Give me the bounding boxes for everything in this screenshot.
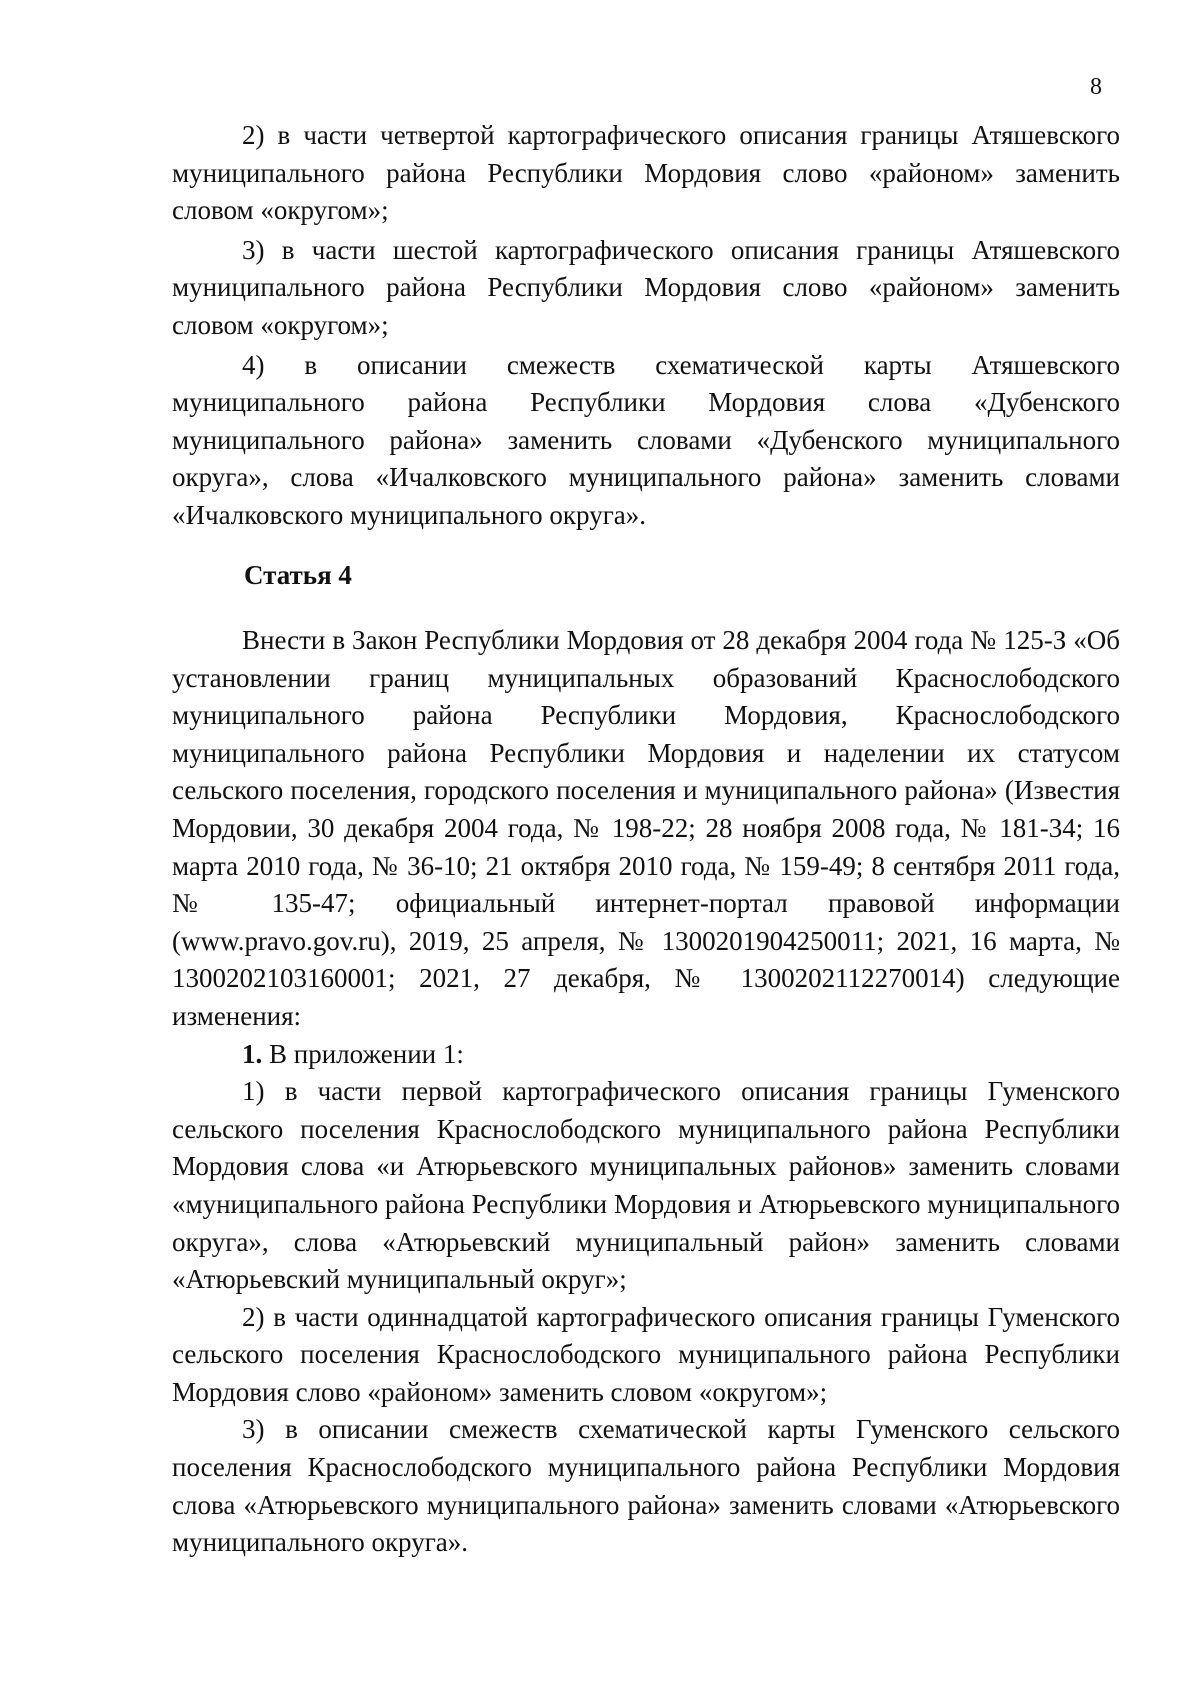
paragraph: 4) в описании смежеств схематической карты Атяшевского муниципального района Республики Мордовия слова «Дубенского муниципального района» заменить словами «Дубенского муниципального округа», слова «Ичалковского муниципального района» заменить словами «Ичалковского муниципального округа». [172,349,1120,530]
paragraph: 1) в части первой картографического описания границы Гуменского сельского поселения Краснослободского муниципального района Республики Мордовия слова «и Атюрьевского муниципальных районов» заменить словами «муниципального района Республики Мордовия и Атюрьевского муниципального округа», слова «Атюрьевский муниципальный район» заменить словами «Атюрьевский муниципальный округ»; [172,1076,1120,1295]
article-heading: Статья 4 [244,560,352,590]
item-text: В приложении 1: [262,1038,464,1069]
item-heading [172,1036,1120,1074]
article-body [172,622,1120,1562]
paragraph: 2) в части одиннадцатой картографического описания границы Гуменского сельского поселения Краснослободского муниципального района Республики Мордовия слово «районом» заменить словом «округом»; [172,1301,1120,1407]
amendments-list-top [172,117,1120,535]
item-number: 1. [242,1038,263,1069]
paragraph: 3) в описании смежеств схематической карты Гуменского сельского поселения Краснослободского муниципального района Республики Мордовия слова «Атюрьевского муниципального района» заменить словами «Атюрьевского муниципального округа». [172,1414,1120,1558]
paragraph: 3) в части шестой картографического описания границы Атяшевского муниципального района Республики Мордовия слово «районом» заменить словом «округом»; [172,234,1120,340]
page-number: 8 [1090,74,1102,100]
paragraph: 2) в части четвертой картографического описания границы Атяшевского муниципального района Республики Мордовия слово «районом» заменить словом «округом»; [172,120,1120,226]
article-intro: Внести в Закон Республики Мордовия от 28 декабря 2004 года № 125-З «Об установлении границ муниципальных образований Краснослободского муниципального района Республики Мордовия, Краснослободского муниципального района Республики Мордовия и наделении их статусом сельского поселения, городского поселения и муниципального района» (Известия Мордовии, 30 декабря 2004 года, № 198-22; 28 ноября 2008 года, № 181-34; 16 марта 2010 года, № 36-10; 21 октября 2010 года, № 159-49; 8 сентября 2011 года, № 135-47; официальный интернет-портал правовой информации (www.pravo.gov.ru), 2019, 25 апреля, № 1300201904250011; 2021, 16 марта, № 1300202103160001; 2021, 27 декабря, № 1300202112270014) следующие изменения: [172,625,1120,1031]
